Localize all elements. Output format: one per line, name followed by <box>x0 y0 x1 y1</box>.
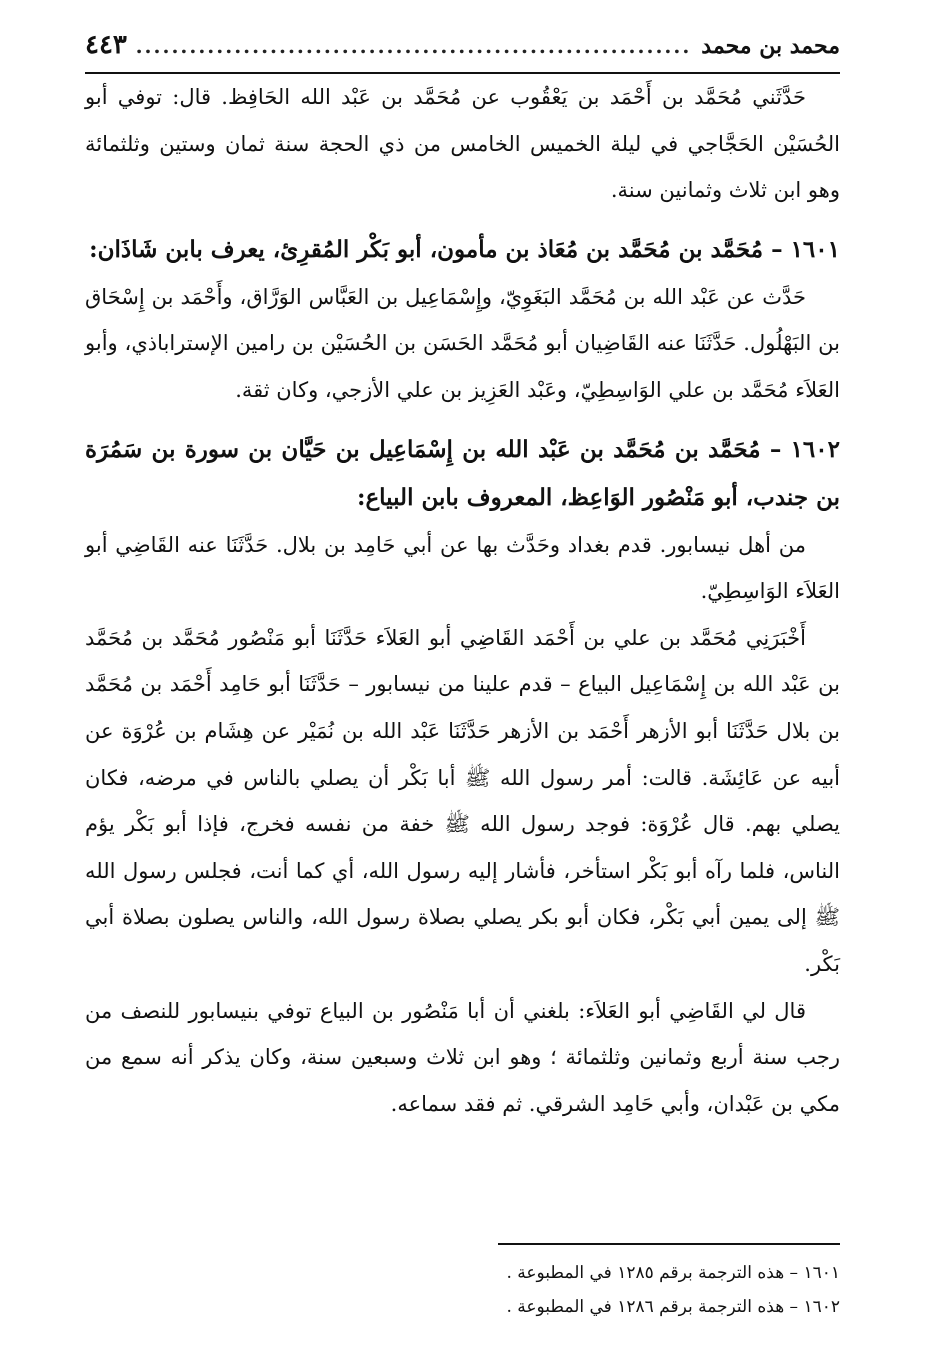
running-header <box>85 30 840 74</box>
footnote: ١٦٠١ – هذه الترجمة برقم ١٢٨٥ في المطبوعة . <box>506 1263 840 1283</box>
footnote: ١٦٠٢ – هذه الترجمة برقم ١٢٨٦ في المطبوعة . <box>506 1297 840 1317</box>
running-header-title: محمد بن محمد <box>701 33 840 59</box>
entry-heading-1601: ١٦٠١ – مُحَمَّد بن مُحَمَّد بن مُعَاذ بن مأمون، أبو بَكْر المُقرِئ، يعرف بابن شَاذَان: <box>89 235 840 263</box>
header-leader-dots <box>133 34 695 58</box>
paragraph: حَدَّثَني مُحَمَّد بن أَحْمَد بن يَعْقُوب عن مُحَمَّد بن عَبْد الله الحَافِظ. قال: توفي أبو الحُسَيْن الحَجَّاجي في ليلة الخميس الخامس من ذي الحجة سنة ثمان وستين وثلثمائة وهو ابن ثلاث وثمانين سنة. <box>85 85 840 203</box>
paragraph: من أهل نيسابور. قدم بغداد وحَدَّث بها عن أبي حَامِد بن بلال. حَدَّثَنَا عنه القَاضِي أبو العَلاَء الوَاسِطِيّ. <box>85 532 840 604</box>
page-body <box>85 74 840 1127</box>
footnote-divider <box>498 1243 840 1245</box>
page-number: ٤٤٣ <box>85 30 127 60</box>
footnotes <box>85 1256 840 1324</box>
paragraph: حَدَّث عن عَبْد الله بن مُحَمَّد البَغَوِيّ، وإِسْمَاعِيل بن العَبَّاس الوَرَّاق، وأَحْمَد بن إِسْحَاق بن البَهْلُول. حَدَّثَنَا عنه القَاضِيان أبو مُحَمَّد الحَسَن بن الحُسَيْن بن رامين الإستراباذي، وأبو العَلاَء مُحَمَّد بن علي الوَاسِطِيّ، وعَبْد العَزِيز بن علي الأزجي، وكان ثقة. <box>85 284 840 402</box>
paragraph: أَخْبَرَنِي مُحَمَّد بن علي بن أَحْمَد القَاضِي أبو العَلاَء حَدَّثَنَا أبو مَنْصُور مُحَمَّد بن مُحَمَّد بن عَبْد الله بن إِسْمَاعِيل البياع – قدم علينا من نيسابور – حَدَّثَنَا أبو حَامِد أَحْمَد بن مُحَمَّد بن بلال حَدَّثَنَا أبو الأزهر أَحْمَد بن الأزهر حَدَّثَنَا عَبْد الله بن نُمَيْر عن هِشَام بن عُرْوَة عن أبيه عن عَائِشَة. قالت: أمر رسول الله ﷺ أبا بَكْر أن يصلي بالناس في مرضه، فكان يصلي بهم. قال عُرْوَة: فوجد رسول الله ﷺ خفة من نفسه فخرج، فإذا أبو بَكْر يؤم الناس، فلما رآه أبو بَكْر استأخر، فأشار إليه رسول الله، أي كما أنت، فجلس رسول الله ﷺ إلى يمين أبي بَكْر، فكان أبو بكر يصلي بصلاة رسول الله، والناس يصلون بصلاة أبي بَكْر. <box>85 625 840 976</box>
paragraph: قال لي القَاضِي أبو العَلاَء: بلغني أن أبا مَنْصُور بن البياع توفي بنيسابور للنصف من رجب سنة أربع وثمانين وثلثمائة ؛ وهو ابن ثلاث وسبعين سنة، وكان يذكر أنه سمع من مكي بن عَبْدان، وأبي حَامِد الشرقي. ثم فقد سماعه. <box>85 998 840 1116</box>
entry-heading-1602: ١٦٠٢ – مُحَمَّد بن مُحَمَّد بن عَبْد الله بن إِسْمَاعِيل بن حَيَّان بن سورة بن سَمُرَة بن جندب، أبو مَنْصُور الوَاعِظ، المعروف بابن البياع: <box>85 435 840 511</box>
